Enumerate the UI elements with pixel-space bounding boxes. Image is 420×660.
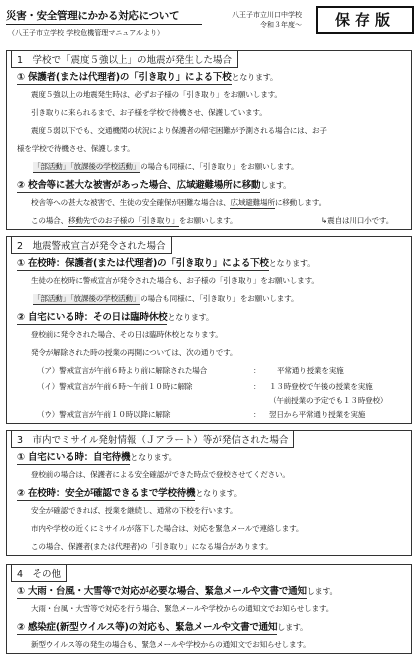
section-missile	[6, 430, 412, 556]
section-heading-closure: ② 自宅にいる時：その日は臨時休校となります。	[17, 312, 214, 323]
section-heading-pickup: ① 在校時：保護者(または代理者)の「引き取り」による下校となります。	[17, 258, 315, 269]
resume-row-c-value: 翌日から平常通り授業を実施	[269, 410, 366, 419]
body-line: この場合、移動先でのお子様の「引き取り」をお願いします。	[31, 216, 238, 225]
keep-stamp: 保存版	[316, 6, 414, 34]
resume-row-a-label: （ア）警戒宣言が午前６時より前に解除された場合	[37, 366, 208, 375]
body-line: 新型ウイルス等の発生の場合も、緊急メールや学校からの通知文でお知らせします。	[31, 640, 311, 649]
resume-row-a-sep: ：	[253, 366, 261, 375]
resume-row-b-note: （午前授業の予定でも１３時登校）	[269, 396, 388, 405]
body-line: 大雨・台風・大雪等で対応を行う場合、緊急メールや学校からの通知文でお知らせします。	[31, 604, 334, 613]
section-title: 4 その他	[11, 564, 67, 582]
section-heading-home: ① 自宅にいる時：自宅待機となります。	[17, 452, 177, 463]
section-heading-school: ② 在校時：安全が確認できるまで学校待機となります。	[17, 488, 242, 499]
section-other	[6, 564, 412, 654]
body-line: この場合、保護者(または代理者)の「引き取り」になる場合があります。	[31, 542, 273, 551]
resume-row-c-sep: ：	[253, 410, 261, 419]
resume-row-a-value: 平常通り授業を実施	[277, 366, 344, 375]
section-heading-weather: ① 大雨・台風・大雪等で対応が必要な場合、緊急メールや文書で通知します。	[17, 586, 338, 597]
document-title: 災害・安全管理にかかる対応について	[6, 10, 180, 22]
resume-row-b-label: （イ）警戒宣言が午前６時～午前１０時に解除	[37, 382, 193, 391]
body-line: 登校前の場合は、保護者による安全確認ができた時点で登校させてください。	[31, 470, 290, 479]
resume-row-b-value: １３時登校で午後の授業を実施	[269, 382, 373, 391]
section-earthquake	[6, 50, 412, 230]
resume-row-c-label: （ウ）警戒宣言が午前１０時以降に解除	[37, 410, 171, 419]
section-heading-infection: ② 感染症(新型ウイルス等)の対応も、緊急メールや文書で通知します。	[17, 622, 308, 633]
evacuation-site-note: ↳震自は川口小です。	[321, 216, 394, 225]
section-heading-evacuation: ② 校舎等に甚大な被害があった場合、広域避難場所に移動します。	[17, 180, 291, 191]
body-line: 発令が解除された時の授業の再開については、次の通りです。	[31, 348, 238, 357]
resume-row-b-sep: ：	[253, 382, 261, 391]
section-title: 3 市内でミサイル発射情報（Ｊアラート）等が発信された場合	[11, 430, 294, 448]
section-warning	[6, 236, 412, 424]
body-line: 震度５弱以下でも、交通機関の状況により保護者の帰宅困難が予測される場合には、お子	[31, 126, 327, 135]
school-year: 令和３年度～	[260, 21, 302, 29]
body-line: 登校前に発令された場合、その日は臨時休校となります。	[31, 330, 223, 339]
body-line: 生徒の在校時に警戒宣言が発令された場合も、お子様の「引き取り」をお願いします。	[31, 276, 319, 285]
body-line: 校舎等への甚大な被害で、生徒の安全確保が困難な場合は、広域避難場所に移動します。	[31, 198, 327, 207]
body-line: 「部活動」「放課後の学校活動」の場合も同様に、「引き取り」をお願いします。	[33, 162, 299, 171]
body-line: 様を学校で待機させ、保護します。	[17, 144, 135, 153]
school-info	[216, 10, 302, 30]
document-subtitle: （八王子市立学校 学校危機管理マニュアルより）	[8, 29, 164, 37]
body-line: 震度５強以上の地震発生時は、必ずお子様の「引き取り」をお願いします。	[31, 90, 282, 99]
section-heading-pickup: ① 保護者(または代理者)の「引き取り」による下校となります。	[17, 72, 278, 83]
corner-arrow-icon: ↳	[321, 216, 328, 225]
body-line: 引き取りに来られるまで、お子様を学校で待機させ、保護しています。	[31, 108, 267, 117]
title-underline	[6, 24, 202, 25]
body-line: 市内や学校の近くにミサイルが落下した場合は、対応を緊急メールで連絡します。	[31, 524, 304, 533]
school-name: 八王子市立川口中学校	[232, 11, 302, 19]
body-line: 「部活動」「放課後の学校活動」の場合も同様に、「引き取り」をお願いします。	[33, 294, 299, 303]
body-line: 安全が確認できれば、授業を継続し、通常の下校を行います。	[31, 506, 238, 515]
section-title: 2 地震警戒宣言が発令された場合	[11, 236, 172, 254]
section-title: 1 学校で「震度５強以上」の地震が発生した場合	[11, 50, 238, 68]
